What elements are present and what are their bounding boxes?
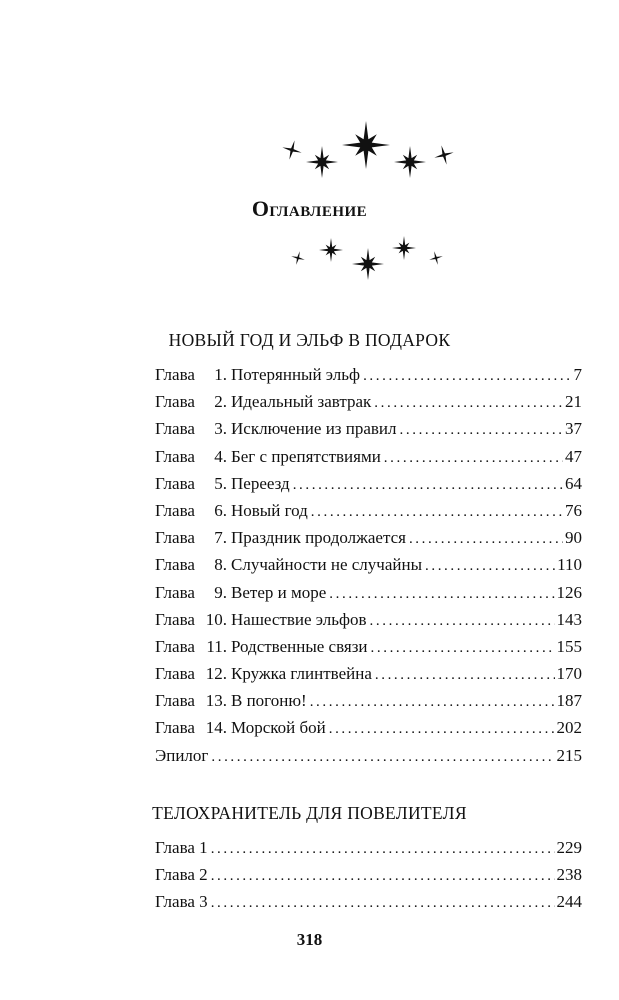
chapter-word: Глава bbox=[155, 664, 195, 684]
chapter-word: Глава bbox=[155, 718, 195, 738]
toc-entry-label bbox=[155, 742, 208, 769]
dot-leader bbox=[400, 417, 563, 444]
stars-ornament-icon bbox=[0, 0, 619, 300]
chapter-word: Глава bbox=[155, 473, 195, 493]
toc-entry-label bbox=[155, 834, 208, 861]
chapter-page: 47 bbox=[565, 446, 582, 466]
chapter-page: 187 bbox=[556, 691, 582, 711]
chapter-page: 64 bbox=[565, 473, 582, 493]
chapter-word: Глава bbox=[155, 691, 195, 711]
toc-entry-label bbox=[155, 415, 397, 442]
chapter-page: 76 bbox=[565, 500, 582, 520]
chapter-page: 170 bbox=[556, 664, 582, 684]
dot-leader bbox=[371, 635, 555, 662]
dot-leader bbox=[211, 836, 555, 863]
section-title-bodyguard: ТЕЛОХРАНИТЕЛЬ ДЛЯ ПОВЕЛИТЕЛЯ bbox=[152, 803, 467, 823]
chapter-word: Глава bbox=[155, 392, 195, 412]
chapter-number: 12. bbox=[205, 664, 227, 684]
chapter-page: 229 bbox=[556, 838, 582, 857]
toc-entry bbox=[155, 714, 582, 741]
chapter-word: Глава 3 bbox=[155, 892, 208, 912]
toc-entry bbox=[155, 687, 582, 714]
chapter-word: Глава bbox=[155, 365, 195, 384]
chapter-page: 215 bbox=[556, 745, 582, 765]
chapter-number: 11. bbox=[206, 636, 227, 656]
dot-leader bbox=[211, 744, 554, 771]
toc-entry-label bbox=[155, 660, 372, 687]
chapter-title: Морской бой bbox=[231, 718, 326, 738]
section-title-new-year: НОВЫЙ ГОД И ЭЛЬФ В ПОДАРОК bbox=[168, 330, 451, 350]
chapter-title: Родственные связи bbox=[231, 636, 368, 656]
chapter-word: Глава bbox=[155, 528, 195, 548]
chapter-page: 37 bbox=[565, 419, 582, 439]
chapter-word: Глава bbox=[155, 582, 195, 602]
toc-entry bbox=[155, 606, 582, 633]
toc-entry-label bbox=[155, 361, 360, 388]
dot-leader bbox=[409, 526, 563, 553]
dot-leader bbox=[329, 716, 555, 743]
chapter-title: Нашествие эльфов bbox=[231, 609, 367, 629]
toc-section-new-year bbox=[155, 361, 582, 769]
toc-entry bbox=[155, 443, 582, 470]
chapter-page: 126 bbox=[556, 582, 582, 602]
chapter-page: 155 bbox=[556, 636, 582, 656]
chapter-number: 14. bbox=[205, 718, 227, 738]
chapter-word: Глава bbox=[155, 500, 195, 520]
chapter-page: 202 bbox=[556, 718, 582, 738]
chapter-page: 238 bbox=[556, 865, 582, 885]
toc-entry-label bbox=[155, 443, 381, 470]
chapter-title: В погоню! bbox=[231, 691, 307, 711]
toc-entry bbox=[155, 888, 582, 915]
toc-section-bodyguard bbox=[155, 834, 582, 916]
toc-entry-label bbox=[155, 470, 290, 497]
chapter-number: 7. bbox=[214, 528, 227, 548]
toc-entry bbox=[155, 524, 582, 551]
chapter-number: 10. bbox=[205, 609, 227, 629]
chapter-page: 143 bbox=[556, 609, 582, 629]
chapter-word: Глава bbox=[155, 446, 195, 466]
chapter-title: Случайности не случайны bbox=[231, 555, 422, 575]
chapter-page: 244 bbox=[556, 892, 582, 912]
dot-leader bbox=[370, 608, 555, 635]
chapter-number: 1. bbox=[214, 365, 227, 384]
toc-entry bbox=[155, 834, 582, 861]
chapter-number: 9. bbox=[214, 582, 227, 602]
chapter-word: Глава bbox=[155, 555, 195, 575]
toc-entry bbox=[155, 388, 582, 415]
chapter-word: Глава 2 bbox=[155, 865, 208, 885]
chapter-number: 13. bbox=[205, 691, 227, 711]
toc-entry-label bbox=[155, 497, 308, 524]
chapter-word: Эпилог bbox=[155, 745, 209, 765]
chapter-number: 8. bbox=[214, 555, 227, 575]
dot-leader bbox=[311, 499, 563, 526]
toc-entry bbox=[155, 415, 582, 442]
toc-entry-label bbox=[155, 579, 326, 606]
toc-entry-label bbox=[155, 633, 368, 660]
toc-entry-label bbox=[155, 388, 371, 415]
toc-entry bbox=[155, 579, 582, 606]
dot-leader bbox=[375, 662, 555, 689]
contents-title: Оглавление bbox=[251, 196, 368, 221]
chapter-title: Кружка глинтвейна bbox=[231, 664, 372, 684]
chapter-word: Глава bbox=[155, 636, 195, 656]
chapter-page: 7 bbox=[573, 365, 582, 384]
toc-entry-label bbox=[155, 551, 422, 578]
toc-entry bbox=[155, 497, 582, 524]
dot-leader bbox=[384, 445, 563, 472]
chapter-word: Глава 1 bbox=[155, 838, 208, 857]
bottom-stars bbox=[289, 236, 444, 280]
dot-leader bbox=[374, 390, 563, 417]
toc-entry bbox=[155, 551, 582, 578]
chapter-page: 21 bbox=[565, 392, 582, 412]
dot-leader bbox=[425, 553, 555, 580]
dot-leader bbox=[293, 472, 563, 499]
dot-leader bbox=[211, 863, 555, 890]
chapter-number: 4. bbox=[214, 446, 227, 466]
toc-entry bbox=[155, 660, 582, 687]
chapter-page: 110 bbox=[557, 555, 582, 575]
toc-entry-label bbox=[155, 714, 326, 741]
chapter-number: 2. bbox=[214, 392, 227, 412]
chapter-title: Бег с препятствиями bbox=[231, 446, 381, 466]
dot-leader bbox=[363, 363, 571, 390]
chapter-title: Исключение из правил bbox=[231, 419, 397, 439]
chapter-title: Переезд bbox=[231, 473, 290, 493]
chapter-title: Ветер и море bbox=[231, 582, 327, 602]
top-stars bbox=[280, 121, 456, 178]
toc-entry-label bbox=[155, 606, 367, 633]
toc-entry bbox=[155, 470, 582, 497]
dot-leader bbox=[310, 689, 555, 716]
toc-entry bbox=[155, 861, 582, 888]
dot-leader bbox=[211, 890, 555, 917]
chapter-number: 3. bbox=[214, 419, 227, 439]
chapter-title: Праздник продолжается bbox=[231, 528, 406, 548]
page-number: 318 bbox=[296, 930, 323, 949]
toc-entry bbox=[155, 633, 582, 660]
chapter-page: 90 bbox=[565, 528, 582, 548]
chapter-title: Новый год bbox=[231, 500, 308, 520]
chapter-word: Глава bbox=[155, 609, 195, 629]
toc-entry-label bbox=[155, 687, 307, 714]
toc-entry bbox=[155, 742, 582, 769]
chapter-number: 6. bbox=[214, 500, 227, 520]
chapter-number: 5. bbox=[214, 473, 227, 493]
chapter-title: Потерянный эльф bbox=[231, 365, 361, 384]
toc-entry-label bbox=[155, 861, 208, 888]
chapter-title: Идеальный завтрак bbox=[231, 392, 372, 412]
toc-entry bbox=[155, 361, 582, 388]
chapter-word: Глава bbox=[155, 419, 195, 439]
dot-leader bbox=[329, 581, 554, 608]
toc-entry-label bbox=[155, 888, 208, 915]
toc-entry-label bbox=[155, 524, 406, 551]
